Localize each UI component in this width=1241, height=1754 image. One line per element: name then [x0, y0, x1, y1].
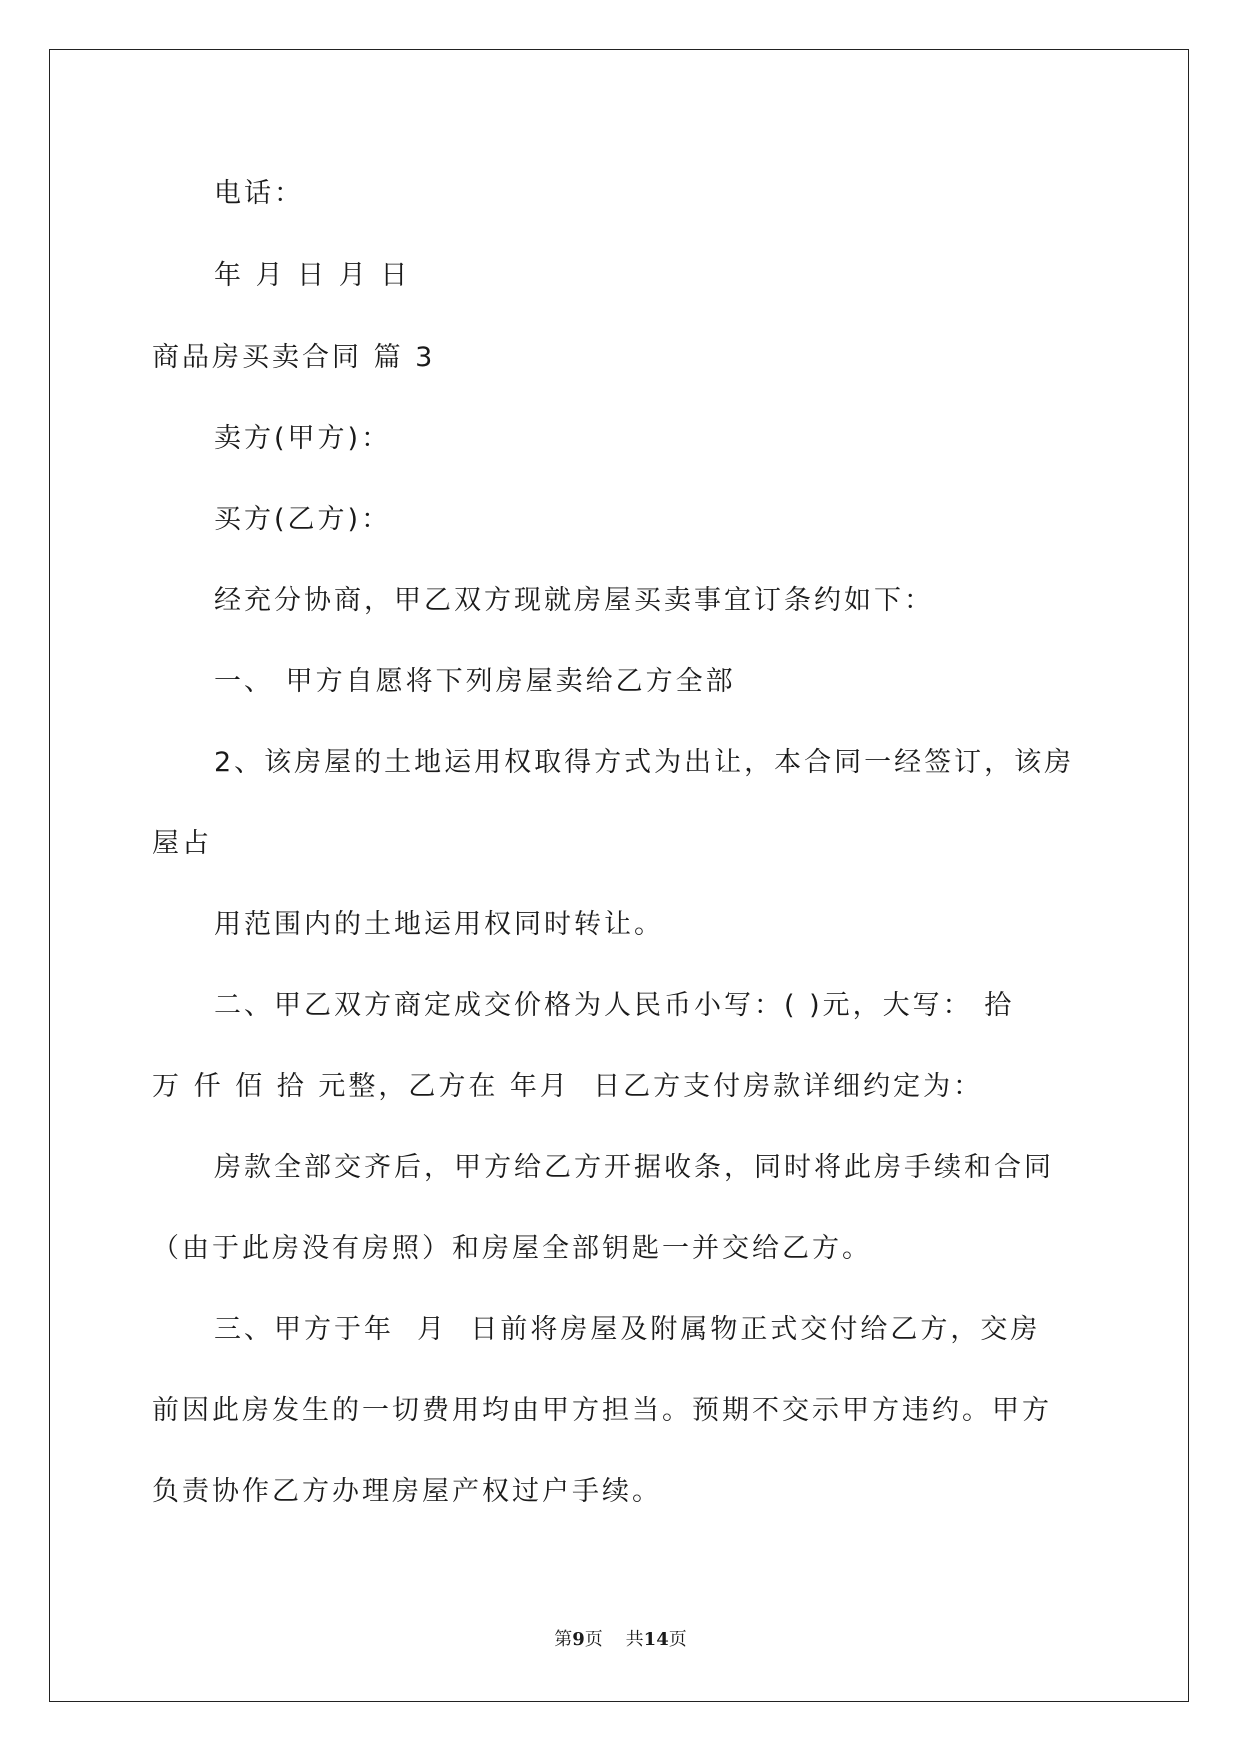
clause-2-line-2: 屋占: [152, 828, 212, 859]
contract-heading: 商品房买卖合同 篇 3: [152, 342, 436, 373]
payment-line-1: 房款全部交齐后，甲方给乙方开据收条，同时将此房手续和合同: [214, 1152, 1054, 1183]
intro-paragraph: 经充分协商，甲乙双方现就房屋买卖事宜订条约如下：: [214, 585, 934, 616]
payment-line-2: （由于此房没有房照）和房屋全部钥匙一并交给乙方。: [152, 1233, 872, 1264]
clause-2-line-3: 用范围内的土地运用权同时转让。: [214, 909, 664, 940]
clause-two-line-2: 万 仟 佰 拾 元整，乙方在 年月 日乙方支付房款详细约定为：: [152, 1071, 984, 1102]
clause-three-line-2: 前因此房发生的一切费用均由甲方担当。预期不交示甲方违约。甲方: [152, 1395, 1052, 1426]
clause-two-line-1: 二、甲乙双方商定成交价格为人民币小写：( )元，大写： 拾: [214, 990, 1015, 1021]
phone-label: 电话：: [214, 178, 304, 209]
clause-1-line: 一、 甲方自愿将下列房屋卖给乙方全部: [214, 666, 736, 697]
clause-three-line-1: 三、甲方于年 月 日前将房屋及附属物正式交付给乙方，交房: [214, 1314, 1041, 1345]
clause-three-line-3: 负责协作乙方办理房屋产权过户手续。: [152, 1476, 662, 1507]
total-pages-number: 14: [643, 1629, 669, 1650]
footer-total-prefix: 共: [625, 1629, 644, 1650]
page-footer: [0, 1628, 1241, 1652]
clause-2-line-1: 2、该房屋的土地运用权取得方式为出让，本合同一经签订，该房: [214, 747, 1075, 778]
footer-total-suffix: 页: [668, 1629, 687, 1650]
page-border: [49, 49, 1189, 1702]
current-page-number: 9: [572, 1629, 585, 1650]
footer-page-word: 页: [584, 1629, 603, 1650]
seller-label: 卖方(甲方)：: [214, 423, 392, 454]
footer-prefix: 第: [554, 1629, 573, 1650]
date-line: 年 月 日 月 日: [214, 260, 411, 291]
buyer-label: 买方(乙方)：: [214, 504, 392, 535]
